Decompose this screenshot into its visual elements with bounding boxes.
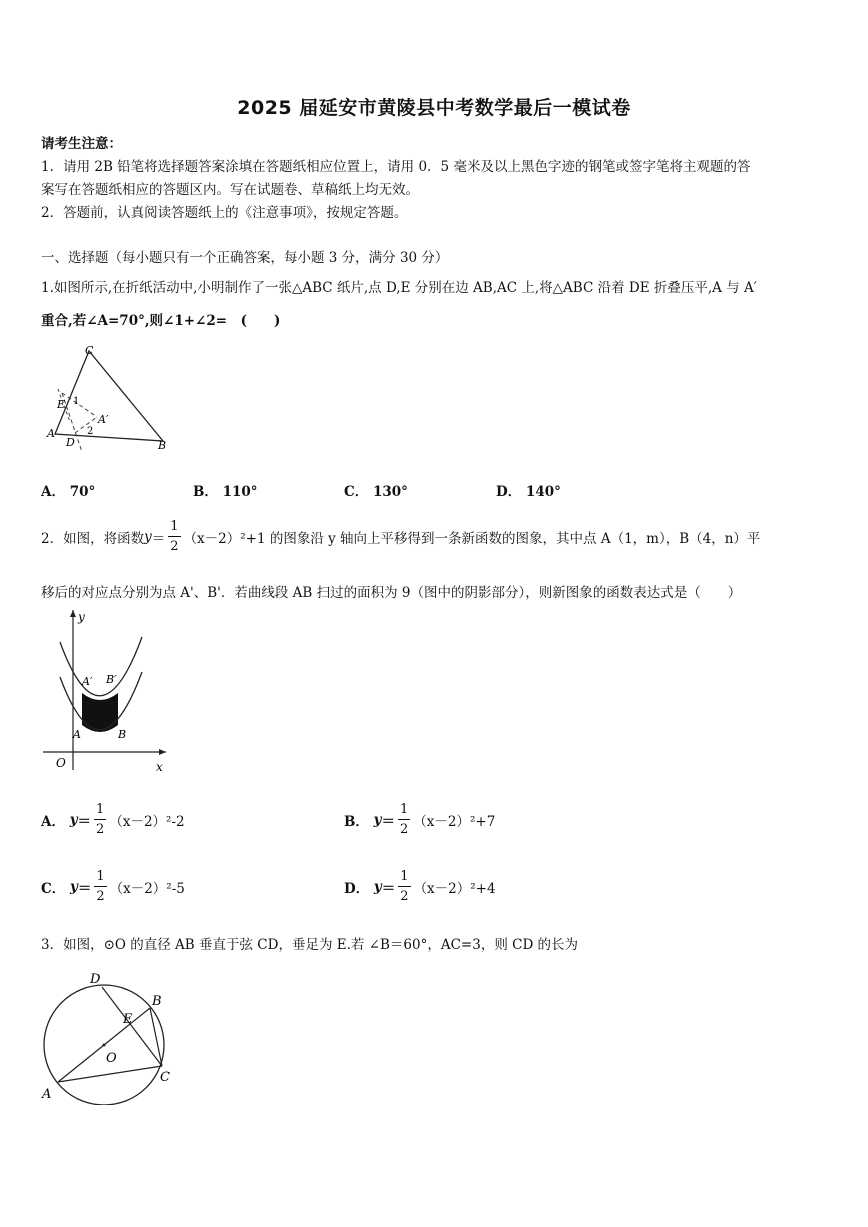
q3-label-A: A xyxy=(42,1087,52,1102)
notice-line-1a: 1．请用 2B 铅笔将选择题答案涂填在答题纸相应位置上，请用 0．5 毫米及以上黑色字迹的钢笔或签字笔将主观题的答 xyxy=(41,159,751,175)
q1-triangle-figure xyxy=(40,340,180,455)
notice-line-2: 2．答题前，认真阅读答题纸上的《注意事项》，按规定答题。 xyxy=(41,205,408,221)
q1-label-D: D xyxy=(66,436,75,449)
q3-circle-figure xyxy=(38,965,183,1105)
q2-option-c: C． y ＝ $\frac{1}{2}$ （x－2）²-5 xyxy=(41,869,185,904)
notice-heading: 请考生注意： xyxy=(41,136,122,152)
q1-label-E: E xyxy=(57,398,66,411)
q3-label-C: C xyxy=(160,1070,170,1085)
q1-text-line1: 1.如图所示,在折纸活动中,小明制作了一张△ABC 纸片,点 D,E 分别在边 AB,AC 上,将△ABC 沿着 DE 折叠压平,A 与 A′ xyxy=(41,280,757,296)
q1-label-B: B xyxy=(158,439,167,452)
q1-label-2: 2 xyxy=(87,426,94,437)
q3-label-D: D xyxy=(90,972,101,987)
q2-option-a: A． y ＝ $\frac{1}{2}$ （x－2）²-2 xyxy=(41,802,185,837)
q2-label-Aprime: A′ xyxy=(82,675,93,688)
q2-text-line1: 2．如图，将函数 y ＝ $\frac{1}{2}$ （x－2）²+1 的图象沿 y 轴向上平移得到一条新函数的图象，其中点 A（1，m），B（4，n）平 xyxy=(41,519,761,554)
page-title: 2025 届延安市黄陵县中考数学最后一模试卷 xyxy=(237,97,631,119)
q1-label-A: A xyxy=(47,427,55,440)
q3-label-O: O xyxy=(106,1051,117,1066)
q2-label-y: y xyxy=(78,610,85,624)
q1-label-Aprime: A′ xyxy=(98,413,109,426)
q1-label-1: 1 xyxy=(73,396,80,407)
q1-text-line2: 重合,若∠A=70°,则∠1+∠2= ( ) xyxy=(41,313,281,329)
q2-option-d: D． y ＝ $\frac{1}{2}$ （x－2）²+4 xyxy=(344,869,496,904)
q2-option-b: B． y ＝ $\frac{1}{2}$ （x－2）²+7 xyxy=(344,802,496,837)
q2-label-A: A xyxy=(73,728,81,741)
q2-label-B: B xyxy=(118,728,127,741)
q2-label-Bprime: B′ xyxy=(106,673,117,686)
q2-parabola-figure xyxy=(40,607,175,777)
q2-label-O: O xyxy=(56,756,66,770)
q2-fraction: $\frac{1}{2}$ xyxy=(170,519,179,554)
notice-line-1b: 案写在答题纸相应的答题区内。写在试题卷、草稿纸上均无效。 xyxy=(41,182,419,198)
q3-label-B: B xyxy=(152,994,162,1009)
q1-option-d: D． 140° xyxy=(496,484,561,500)
q3-label-E: E xyxy=(123,1012,133,1027)
section-heading: 一、选择题（每小题只有一个正确答案，每小题 3 分，满分 30 分） xyxy=(41,250,449,266)
q1-option-c: C． 130° xyxy=(344,484,408,500)
q1-label-C: C xyxy=(85,344,94,357)
q2-text-line2: 移后的对应点分别为点 A'、B'．若曲线段 AB 扫过的面积为 9（图中的阴影部分），则新图象的函数表达式是（ ） xyxy=(41,585,742,601)
q1-option-a: A． 70° xyxy=(41,484,96,500)
q2-label-x: x xyxy=(156,760,163,774)
q3-text: 3．如图，⊙O 的直径 AB 垂直于弦 CD，垂足为 E.若 ∠B＝60°，AC=3，则 CD 的长为 xyxy=(41,937,579,953)
q1-option-b: B． 110° xyxy=(193,484,258,500)
